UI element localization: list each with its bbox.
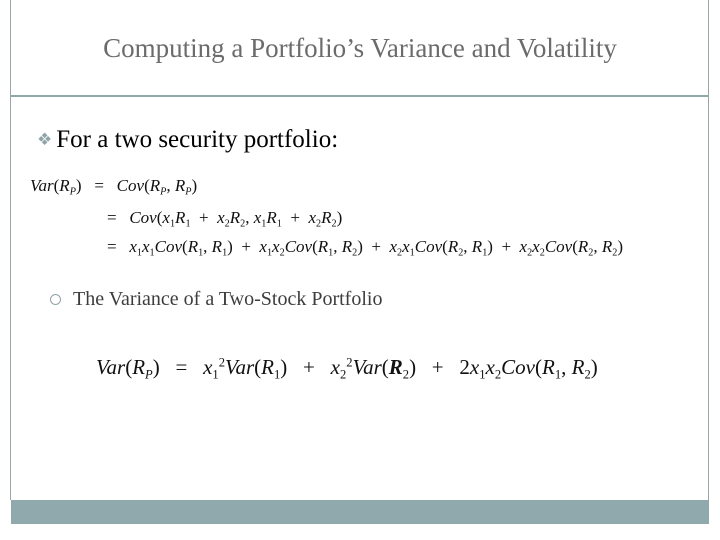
variance-equation: $Var(R_P) = x_1^2Var(R_1) + x_2^2Var(R_2) + 2x_1x_2Cov(R_1$, $R_2$) [96, 355, 598, 382]
bullet-text: For a two security portfolio: [56, 126, 339, 153]
slide-title: Computing a Portfolio’s Variance and Volatility [103, 33, 617, 63]
bullet-icon: ❖ [37, 130, 53, 149]
title-divider [11, 95, 709, 97]
equation-line-1: $Var(R_P) = Cov(R_P$, $R_P$) [30, 176, 198, 198]
sub-bullet-text: The Variance of a Two-Stock Portfolio [73, 288, 383, 310]
footer-bar [11, 500, 709, 524]
slide-border-right [708, 0, 709, 500]
equation-line-2: = $Cov(x_1R_1 + x_2R_2$, $x_1R_1 + x_2R_2$) [107, 208, 343, 230]
equation-line-3: = $x_1x_1Cov(R_1$, $R_1) + x_1x_2Cov(R_1$, $R_2) + x_2x_1Cov(R_2$, $R_1) + x_2x_2Cov(R_2$, $R_2$) [107, 237, 624, 259]
circle-bullet-icon [50, 294, 61, 305]
bullet-item [37, 126, 338, 154]
sub-bullet-item [50, 288, 382, 311]
slide-border-left [10, 0, 11, 500]
